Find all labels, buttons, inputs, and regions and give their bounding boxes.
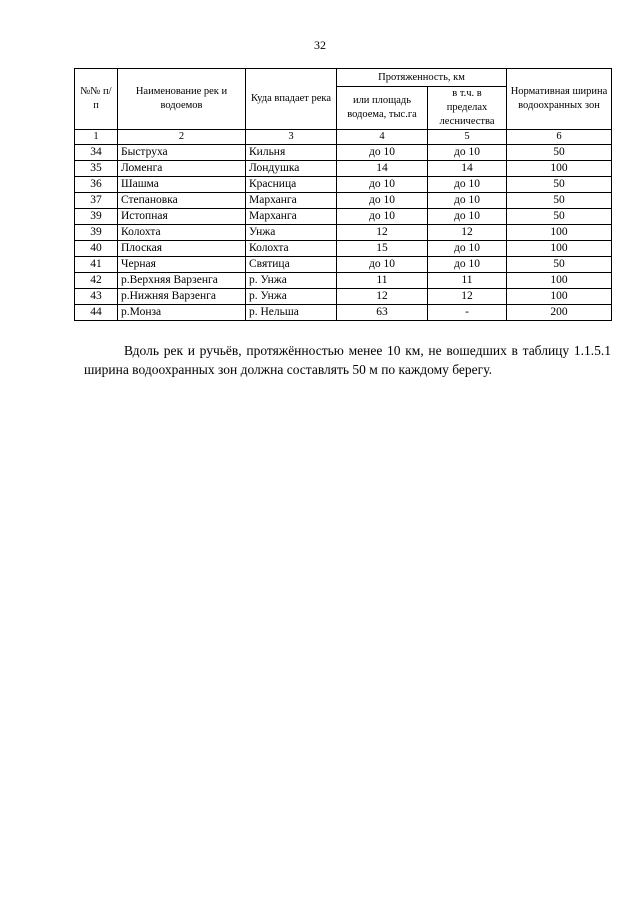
- table-row: [75, 289, 612, 305]
- cell-length: до 10: [337, 257, 428, 273]
- column-number: 4: [337, 130, 428, 145]
- cell-length: до 10: [337, 209, 428, 225]
- cell-mouth: Кильня: [246, 145, 337, 161]
- cell-name: Ломенга: [118, 161, 246, 177]
- rivers-table: [74, 68, 612, 321]
- cell-mouth: Унжа: [246, 225, 337, 241]
- cell-num: 34: [75, 145, 118, 161]
- cell-name: р.Нижняя Варзенга: [118, 289, 246, 305]
- cell-num: 41: [75, 257, 118, 273]
- cell-width: 100: [507, 241, 612, 257]
- cell-forest: до 10: [428, 241, 507, 257]
- table-row: [75, 241, 612, 257]
- cell-width: 100: [507, 289, 612, 305]
- cell-name: Колохта: [118, 225, 246, 241]
- cell-length: до 10: [337, 145, 428, 161]
- cell-width: 50: [507, 209, 612, 225]
- cell-forest: до 10: [428, 257, 507, 273]
- column-number: 5: [428, 130, 507, 145]
- table-row: [75, 161, 612, 177]
- cell-num: 39: [75, 225, 118, 241]
- note-paragraph: Вдоль рек и ручьёв, протяжённостью менее 10 км, не вошедших в таблицу 1.1.5.1 ширина водоохранных зон должна составлять 50 м по каждому берегу.: [84, 342, 611, 377]
- header-name: Наименование рек и водоемов: [118, 69, 246, 130]
- cell-mouth: Лондушка: [246, 161, 337, 177]
- cell-length: 12: [337, 225, 428, 241]
- cell-forest: 14: [428, 161, 507, 177]
- cell-length: 14: [337, 161, 428, 177]
- cell-name: Быструха: [118, 145, 246, 161]
- cell-name: Истопная: [118, 209, 246, 225]
- table-row: [75, 225, 612, 241]
- cell-forest: 12: [428, 225, 507, 241]
- cell-mouth: р. Нельша: [246, 305, 337, 321]
- cell-width: 100: [507, 273, 612, 289]
- column-number-row: [75, 130, 612, 145]
- table-row: [75, 209, 612, 225]
- cell-name: Плоская: [118, 241, 246, 257]
- cell-name: Степановка: [118, 193, 246, 209]
- cell-width: 50: [507, 177, 612, 193]
- header-mouth: Куда впадает река: [246, 69, 337, 130]
- header-length-area: или площадь водоема, тыс.га: [337, 87, 428, 130]
- header-length-group: Протяженность, км: [337, 69, 507, 87]
- table-row: [75, 305, 612, 321]
- column-number: 1: [75, 130, 118, 145]
- cell-mouth: р. Унжа: [246, 273, 337, 289]
- cell-name: р.Монза: [118, 305, 246, 321]
- cell-width: 200: [507, 305, 612, 321]
- page-number: 32: [314, 38, 326, 52]
- header-width: Нормативная ширина водоохранных зон: [507, 69, 612, 130]
- cell-width: 50: [507, 257, 612, 273]
- cell-width: 50: [507, 193, 612, 209]
- cell-name: Шашма: [118, 177, 246, 193]
- cell-num: 40: [75, 241, 118, 257]
- cell-mouth: Марханга: [246, 193, 337, 209]
- header-num: №№ п/п: [75, 69, 118, 130]
- cell-num: 36: [75, 177, 118, 193]
- cell-num: 35: [75, 161, 118, 177]
- table-row: [75, 273, 612, 289]
- cell-length: 12: [337, 289, 428, 305]
- cell-forest: 11: [428, 273, 507, 289]
- cell-width: 100: [507, 225, 612, 241]
- cell-num: 44: [75, 305, 118, 321]
- cell-forest: -: [428, 305, 507, 321]
- cell-name: р.Верхняя Варзенга: [118, 273, 246, 289]
- cell-length: 11: [337, 273, 428, 289]
- cell-name: Черная: [118, 257, 246, 273]
- cell-forest: до 10: [428, 145, 507, 161]
- table-row: [75, 193, 612, 209]
- cell-length: 63: [337, 305, 428, 321]
- table-body: [75, 145, 612, 321]
- cell-num: 37: [75, 193, 118, 209]
- cell-length: до 10: [337, 177, 428, 193]
- table-row: [75, 177, 612, 193]
- cell-length: до 10: [337, 193, 428, 209]
- cell-forest: до 10: [428, 193, 507, 209]
- cell-width: 100: [507, 161, 612, 177]
- column-number: 2: [118, 130, 246, 145]
- cell-num: 39: [75, 209, 118, 225]
- cell-forest: 12: [428, 289, 507, 305]
- cell-length: 15: [337, 241, 428, 257]
- cell-forest: до 10: [428, 177, 507, 193]
- cell-width: 50: [507, 145, 612, 161]
- cell-mouth: р. Унжа: [246, 289, 337, 305]
- cell-mouth: Марханга: [246, 209, 337, 225]
- table-row: [75, 257, 612, 273]
- cell-mouth: Колохта: [246, 241, 337, 257]
- cell-mouth: Красница: [246, 177, 337, 193]
- cell-num: 43: [75, 289, 118, 305]
- column-number: 6: [507, 130, 612, 145]
- column-number: 3: [246, 130, 337, 145]
- cell-forest: до 10: [428, 209, 507, 225]
- table-row: [75, 145, 612, 161]
- cell-mouth: Святица: [246, 257, 337, 273]
- header-length-forest: в т.ч. в пределах лесничества: [428, 87, 507, 130]
- cell-num: 42: [75, 273, 118, 289]
